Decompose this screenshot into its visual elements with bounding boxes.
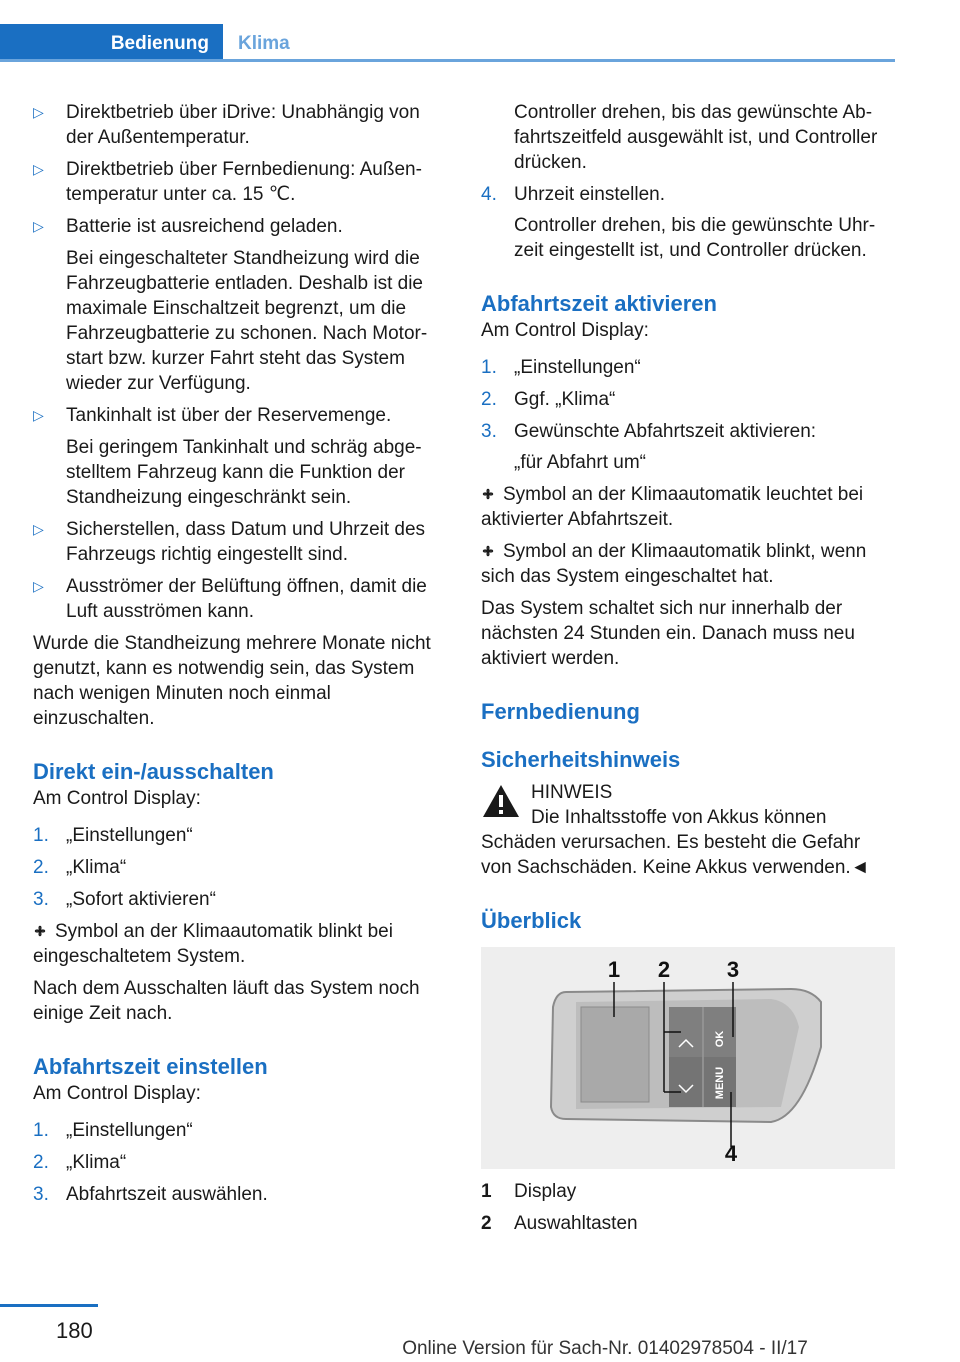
list-item: [33, 887, 447, 912]
step-subtext: „für Abfahrt um“: [514, 452, 646, 473]
step-text: „Einstellungen“: [66, 1120, 193, 1141]
legend-number: 2: [481, 1213, 492, 1234]
bullet-text: Direktbetrieb über iDrive: Unabhängig von der Außentemperatur.: [66, 102, 420, 148]
warning-title: HINWEIS: [531, 782, 613, 803]
callout-2: 2: [657, 957, 671, 982]
step-number: 3.: [33, 889, 49, 910]
tab-bedienung[interactable]: Bedienung: [0, 24, 223, 62]
fan-icon: [33, 924, 47, 938]
list-item: [33, 100, 447, 150]
legend-item: [481, 1211, 895, 1236]
bullet-text: Direktbetrieb über Fernbedienung: Außentemperatur unter ca. 15 ℃.: [66, 159, 422, 205]
triangle-bullet-icon: ▷: [33, 218, 44, 234]
page-number: 180: [56, 1318, 93, 1343]
bullet-subtext: Bei eingeschalteter Standheizung wird die Fahrzeugbatterie entladen. Deshalb ist die maximale Einschaltzeit begrenzt, um die Fahrzeugbatterie zu schonen. Nach Motorstart bzw. kurzer Fahrt steht das System wieder zur Verfügung.: [66, 248, 428, 394]
step-text: Abfahrtszeit auswählen.: [66, 1184, 268, 1205]
header-divider: [0, 59, 895, 62]
list-item: [33, 823, 447, 848]
list-item: [33, 403, 447, 510]
fan-icon: [481, 487, 495, 501]
warning-body: Die Inhaltsstoffe von Akkus können Schäden verursachen. Es besteht die Gefahr von Sachschäden. Keine Akkus verwenden.◄: [481, 807, 870, 878]
list-item: [33, 855, 447, 880]
section-subheading: Sicherheitshinweis: [481, 747, 681, 772]
step-number: 1.: [33, 825, 49, 846]
paragraph: Nach dem Ausschalten läuft das System noch einige Zeit nach.: [33, 978, 420, 1024]
section-heading: Abfahrtszeit einstellen: [33, 1054, 268, 1079]
step-subtext: Controller drehen, bis die gewünschte Uhrzeit eingestellt ist, und Controller drücken.: [514, 215, 876, 261]
list-item: [481, 100, 895, 175]
menu-label: MENU: [714, 1066, 726, 1100]
list-item: [481, 355, 895, 380]
step-number: 1.: [481, 357, 497, 378]
tab-klima[interactable]: Klima: [238, 32, 290, 54]
triangle-bullet-icon: ▷: [33, 578, 44, 594]
online-version-note: Online Version für Sach-Nr. 01402978504 - II/17: [402, 1338, 808, 1359]
note-text: Symbol an der Klimaautomatik leuchtet bei aktivierter Abfahrtszeit.: [481, 484, 864, 530]
paragraph: Am Control Display:: [33, 1083, 201, 1104]
section-subheading: Überblick: [481, 908, 582, 933]
paragraph: [481, 539, 895, 589]
list-item: [481, 419, 895, 475]
paragraph: Am Control Display:: [33, 788, 201, 809]
step-text: „Einstellungen“: [514, 357, 641, 378]
remote-key-illustration: [481, 947, 895, 1169]
ok-label: OK: [714, 1030, 726, 1048]
triangle-bullet-icon: ▷: [33, 104, 44, 120]
step-text: Gewünschte Abfahrtszeit aktivieren:: [514, 421, 817, 442]
step-text: „Klima“: [66, 857, 127, 878]
legend-text: Display: [514, 1181, 577, 1202]
bullet-text: Ausströmer der Belüftung öffnen, damit die Luft ausströmen kann.: [66, 576, 427, 622]
callout-1: 1: [607, 957, 621, 982]
list-item: [33, 517, 447, 567]
note-text: Symbol an der Klimaautomatik blinkt, wenn sich das System eingeschaltet hat.: [481, 541, 867, 587]
callout-3: 3: [726, 957, 740, 982]
callout-4: 4: [724, 1141, 738, 1166]
note-text: Symbol an der Klimaautomatik blinkt bei eingeschaltetem System.: [33, 921, 393, 967]
list-item: [33, 214, 447, 396]
step-number: 3.: [33, 1184, 49, 1205]
list-item: [33, 574, 447, 624]
step-text: „Klima“: [66, 1152, 127, 1173]
paragraph: Wurde die Standheizung mehrere Monate nicht genutzt, kann es notwendig sein, das System nach wenigen Minuten noch einmal einzuschalten.: [33, 633, 431, 729]
left-column: [33, 100, 447, 1214]
bullet-text: Batterie ist ausreichend geladen.: [66, 216, 343, 237]
section-heading: Direkt ein-/ausschalten: [33, 759, 274, 784]
right-column: [481, 100, 895, 1243]
remote-key-figure: [481, 947, 895, 1169]
paragraph: Am Control Display:: [481, 320, 649, 341]
step-text: „Einstellungen“: [66, 825, 193, 846]
step-number: 2.: [481, 389, 497, 410]
step-number: 3.: [481, 421, 497, 442]
legend-number: 1: [481, 1181, 492, 1202]
paragraph: [33, 919, 447, 969]
list-item: [481, 182, 895, 263]
list-item: [33, 157, 447, 207]
warning-text: [481, 805, 895, 880]
warning-box: [481, 780, 895, 805]
legend-text: Auswahltasten: [514, 1213, 638, 1234]
step-number: 2.: [33, 1152, 49, 1173]
list-item: [33, 1118, 447, 1143]
step-number: 2.: [33, 857, 49, 878]
bullet-subtext: Bei geringem Tankinhalt und schräg abgestelltem Fahrzeug kann die Funktion der Standheizung eingeschränkt sein.: [66, 437, 422, 508]
triangle-bullet-icon: ▷: [33, 407, 44, 423]
footer-accent-line: [0, 1304, 98, 1307]
legend-item: [481, 1179, 895, 1204]
triangle-bullet-icon: ▷: [33, 521, 44, 537]
warning-triangle-icon: [481, 783, 521, 819]
list-item: [33, 1182, 447, 1207]
step-number: 4.: [481, 184, 497, 205]
paragraph: Das System schaltet sich nur innerhalb der nächsten 24 Stunden ein. Danach muss neu aktiviert werden.: [481, 598, 855, 669]
header-tabs: [0, 24, 895, 62]
section-heading: Abfahrtszeit aktivieren: [481, 291, 717, 316]
section-heading: Fernbedienung: [481, 699, 640, 724]
list-item: [33, 1150, 447, 1175]
fan-icon: [481, 544, 495, 558]
bullet-text: Sicherstellen, dass Datum und Uhrzeit des Fahrzeugs richtig eingestellt sind.: [66, 519, 426, 565]
step-text: Ggf. „Klima“: [514, 389, 616, 410]
step-text: Uhrzeit einstellen.: [514, 184, 666, 205]
step-number: 1.: [33, 1120, 49, 1141]
triangle-bullet-icon: ▷: [33, 161, 44, 177]
step-subtext: Controller drehen, bis das gewünschte Abfahrtszeitfeld ausgewählt ist, und Controller drücken.: [514, 102, 878, 173]
paragraph: [481, 482, 895, 532]
step-text: „Sofort aktivieren“: [66, 889, 216, 910]
bullet-text: Tankinhalt ist über der Reservemenge.: [66, 405, 392, 426]
list-item: [481, 387, 895, 412]
